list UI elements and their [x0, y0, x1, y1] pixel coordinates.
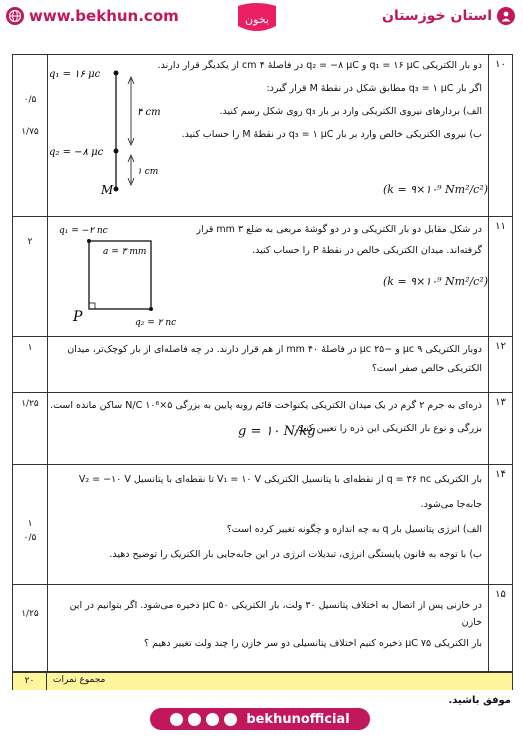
question-number: ۱۵	[495, 589, 506, 600]
svg-text:a = ۳ mm: a = ۳ mm	[103, 247, 147, 257]
youtube-icon[interactable]	[188, 713, 201, 726]
question-number: ۱۱	[495, 221, 506, 232]
svg-text:q₁ = −۲ nc: q₁ = −۲ nc	[59, 226, 108, 236]
question-score: ۱/۲۵	[21, 399, 39, 409]
question-score: ۲	[27, 237, 33, 247]
question-text: در شکل مقابل دو بار الکتریکی و در دو گوشهٔ مربعی به ضلع ۳ mm قرار گرفته‌اند. میدان الکتریکی خالص در نقطهٔ P را حساب کنید.	[196, 224, 482, 256]
svg-text:۱ cm: ۱ cm	[137, 167, 159, 177]
aparat-icon[interactable]	[224, 713, 237, 726]
telegram-icon[interactable]	[206, 713, 219, 726]
social-handle: bekhunofficial	[246, 711, 350, 727]
svg-text:q₂ = ۲ nc: q₂ = ۲ nc	[135, 318, 177, 328]
question-text: دوبار الکتریکی ۹ μc و −۲۵ μc در فاصلهٔ ۴۰ mm از هم قرار دارند. در چه فاصله‌ای از بار کوچک‌تر، میدان الکتریکی خالص صفر است؟	[67, 344, 482, 374]
svg-text:M: M	[101, 183, 114, 197]
svg-text:q₁ = ۱۶ μc: q₁ = ۱۶ μc	[49, 69, 101, 80]
question-number: ۱۲	[495, 341, 506, 352]
question-text: ذره‌ای به جرم ۲ گرم در یک میدان الکتریکی یکنواخت قائم روبه پایین به بزرگی ۵×۱۰⁶ N/C ساکن مانده است. بزرگی و نوع بار الکتریکی این ذره را تعیین کنید.	[50, 400, 482, 434]
svg-text:q₂ = −۸ μc: q₂ = −۸ μc	[49, 147, 104, 158]
square-charges-diagram	[53, 221, 183, 333]
social-footer[interactable]	[150, 708, 370, 730]
closing-note: موفق باشید.	[448, 695, 511, 706]
instagram-icon[interactable]	[170, 713, 183, 726]
question-text: بار الکتریکی q = ۳۶ nc از نقطه‌ای با پتانسیل الکتریکی V₁ = ۱۰ V تا نقطه‌ای با پتانسیل V₂ = −۱۰ V جابه‌جا می‌شود. الف) انرژی پتانسیل بار q به چه اندازه و چگونه تغییر کرده است؟ ب) با توجه به قانون پایستگی انرژی، تبدیلات انرژی در این جابه‌جایی بار الکتریک را توضیح دهید.	[78, 474, 482, 560]
page-header	[0, 0, 523, 40]
question-score: ۱/۲۵	[21, 609, 39, 619]
bekhun-logo	[232, 2, 282, 36]
question-row-14	[13, 465, 512, 585]
total-score-row	[13, 672, 512, 690]
province-title	[382, 7, 515, 25]
question-score: ۱/۷۵	[21, 127, 39, 137]
total-score-label: مجموع نمرات	[53, 675, 106, 685]
site-url: www.bekhun.com	[29, 7, 179, 25]
question-number: ۱۰	[495, 59, 506, 70]
question-row-10	[13, 55, 512, 217]
question-row-12	[13, 337, 512, 393]
question-score: ۰/۵	[23, 533, 37, 543]
question-text: دو بار الکتریکی q₁ = ۱۶ μC و q₂ = −۸ μC در فاصلهٔ ۴ cm از یکدیگر قرار دارند. اگر بار q₃ = ۱ μC مطابق شکل در نقطهٔ M قرار گیرد: الف) بردارهای نیروی الکتریکی وارد بر بار q₃ روی شکل رسم کنید. ب) نیروی الکتریکی خالص وارد بر بار q₃ = ۱ μC در نقطهٔ M را حساب کنید.	[157, 60, 482, 140]
exam-table	[12, 54, 513, 690]
question-row-13	[13, 393, 512, 465]
svg-text:۴ cm: ۴ cm	[137, 107, 161, 118]
question-score: ۰/۵	[23, 95, 37, 105]
svg-text:P: P	[73, 309, 83, 325]
svg-text:بخون: بخون	[245, 13, 269, 26]
question-score: ۱	[27, 519, 33, 529]
question-score: ۱	[27, 343, 33, 353]
total-score-value: ۲۰	[13, 673, 47, 690]
province-name: استان خوزستان	[382, 8, 492, 24]
globe-icon	[6, 7, 24, 25]
question-row-11	[13, 217, 512, 337]
question-text: در خازنی پس از اتصال به اختلاف پتانسیل ۳۰ ولت، بار الکتریکی ۵۰ μC ذخیره می‌شود. اگر بتوانیم در این خازن بار الکتریکی ۷۵ μC ذخیره کنیم اختلاف پتانسیلی دو سر خازن را چند ولت تغییر دهیم ؟	[69, 600, 482, 649]
coulomb-constant: (k = ۹×۱۰⁹ Nm²/c²)	[383, 183, 489, 196]
site-link[interactable]	[6, 7, 179, 25]
user-icon	[497, 7, 515, 25]
question-number: ۱۳	[495, 397, 506, 408]
charges-diagram	[49, 61, 179, 211]
question-row-15	[13, 585, 512, 672]
gravity-constant: g = ۱۰ N/kg	[238, 424, 316, 439]
question-number: ۱۴	[495, 469, 506, 480]
coulomb-constant: (k = ۹×۱۰⁹ Nm²/c²)	[383, 275, 489, 288]
